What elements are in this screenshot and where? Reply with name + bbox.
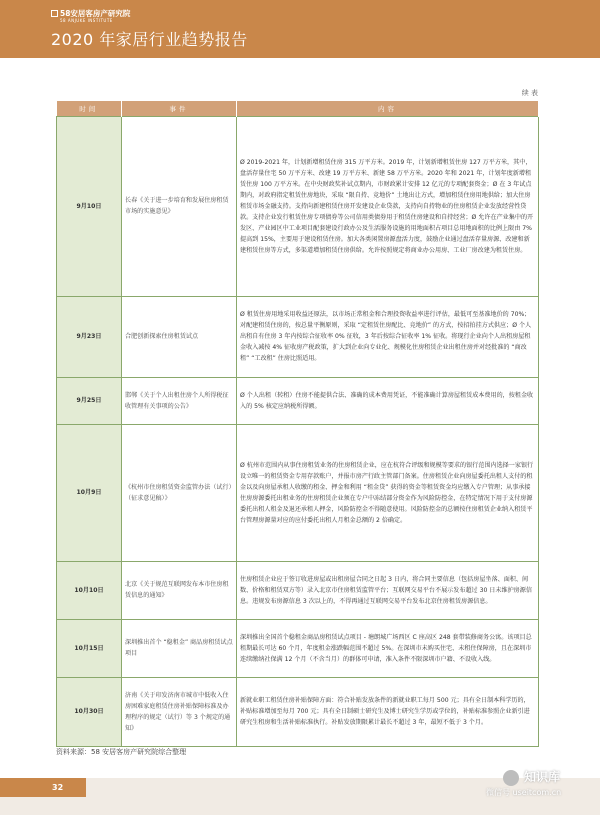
- continued-label: 续 表: [521, 89, 538, 97]
- row-content: Ø 个人出租（转租）住房不能提供合法、准确的成本费用凭证，不能准确计算房屋租赁成本费用的，按租金收入的 5% 核定应纳税所得额。: [237, 377, 539, 424]
- column-header-content: 内容: [237, 101, 539, 116]
- policy-table: [56, 101, 539, 747]
- table-row: [57, 677, 539, 746]
- row-date: 9月25日: [57, 377, 122, 424]
- brand-logo: [51, 9, 130, 24]
- row-event: 《杭州市住房租赁资金监管办法（试行）（征求意见稿）》: [122, 424, 237, 561]
- row-event: 北京《关于规范互联网发布本市住房租赁信息的通知》: [122, 561, 237, 619]
- row-content: Ø 杭州市范围内从事住房租赁业务的住房租赁企业，应在杭符合评级和规模等要求的银行范围内选择一家银行设立唯一的租赁资金专用存款账户，并报市房产行政主管部门备案。住房租赁企业向房屋委托出租人支付的租金以及向房屋承租人收缴的租金、押金和利用 “租金贷” 获得的资金等租赁资金均应缴入专户管理；从事承接住房房源委托出租业务的住房租赁企业须在专户中冻结部分资金作为风险防控金，在特定情况下用于支付房源委托出租人租金及退还承租人押金，风险防控金不得随意使用。风险防控金的总额按住房租赁企业纳入租赁平台管理房源量对应的应付委托出租人月租金总额的 2 倍确定。: [237, 424, 539, 561]
- watermark-logo-icon: [503, 770, 519, 786]
- row-date: 10月15日: [57, 619, 122, 677]
- row-content: Ø 租赁住房用地采用收益还原法，以市场正常租金和合理投资收益率进行评估，最低可至基准地价的 70%；对配建租赁住房的，按总量平衡原则，采取 “定租赁住房配比、竞地价” 的方式，按招拍挂方式供应；Ø 个人出租自有住房 3 年内按综合征收率 0% 征收，3 年后按综合征收率 1% 征收。将现行企业向个人出租房屋租金收入减按 4% 征收房产税政策，扩大到企业向专业化、规模化住房租赁企业出租住房并对经批准的 “商改租” “工改租” 住房比照适用。: [237, 296, 539, 377]
- table-row: [57, 377, 539, 424]
- row-date: 9月23日: [57, 296, 122, 377]
- header-band: [0, 0, 600, 58]
- row-content: 新就业职工租赁住房补贴保障方面：符合补贴发放条件的新就业职工每月 500 元；具有全日制本科学历的，补贴标准增加至每月 700 元；具有全日制硕士研究生及博士研究生学历或学位的，补贴标准参照企业新引进研究生租房和生活补贴标准执行。补贴发放期限累计最长不超过 3 年，最短不低于 3 个月。: [237, 677, 539, 746]
- column-header-date: 时间: [57, 101, 122, 116]
- watermark-account: 微信号 useitcom.cn: [486, 788, 562, 797]
- watermark-name: 知识库: [524, 770, 561, 784]
- page-number: 32: [0, 778, 86, 797]
- row-date: 10月30日: [57, 677, 122, 746]
- table-row: [57, 619, 539, 677]
- table-row: [57, 116, 539, 296]
- row-event: 邯郸《关于个人出租住房个人所得税征收管理有关事项的公告》: [122, 377, 237, 424]
- row-event: 合肥创新探索住房租赁试点: [122, 296, 237, 377]
- row-content: 住房租赁企业应于签订收进房屋或出租房屋合同之日起 3 日内，将合同主要信息（包括房屋坐落、面积、间数、价格和租赁双方等）录入北京市住房租赁监管平台；互联网交易平台不展示发布超过 30 日未维护房源信息。违规发布房源信息 3 次以上的，不得再通过互联网交易平台发布北京住房租赁房源信息。: [237, 561, 539, 619]
- table-row: [57, 424, 539, 561]
- row-event: 济南《关于印发济南市城市中低收入住房困难家庭租赁住房补贴保障标准及办理程序的规定（试行）等 3 个规定的通知》: [122, 677, 237, 746]
- row-date: 10月9日: [57, 424, 122, 561]
- row-content: Ø 2019-2021 年，计划新增租赁住房 315 万平方米。2019 年，计划新增租赁住房 127 万平方米，其中，盘活存量住宅 50 万平方米、改建 19 万平方米、新建 58 万平方米。2020 年和 2021 年，计划年度新增租赁住房 100 万平方米。在中央财政奖补试点期内，市财政累计安排 12 亿元的专项配套资金；Ø 在 3 年试点期内，对政府指定租赁住房地块，采取 “限自持、竞地价” 土地出让方式，增加租赁住房用地供给；加大住房租赁市场金融支持。支持向新建租赁住房开发建设企业贷款，支持向自持物业的住房租赁企业发放经营性贷款。支持企业发行租赁住房专项债券等公司信用类债券用于租赁住房建设和自持经营；Ø 允许在产业集中的开发区、产业园区中工业项目配套建设行政办公及生活服务设施的用地面积占项目总用地面积的比例上限由 7% 提高到 15%，主要用于建设租赁住房。加大各类闲置房源盘活力度，鼓励企业通过盘活存量房源、改建和新建租赁住房等方式，多渠道增加租赁住房供给。允许按照规定将商业办公用房、工业厂房改建为租赁住房。: [237, 116, 539, 296]
- table-row: [57, 561, 539, 619]
- brand-name: 58安居客房产研究院: [60, 9, 131, 18]
- report-title: 2020 年家居行业趋势报告: [51, 30, 248, 49]
- table-row: [57, 296, 539, 377]
- logo-icon: [51, 10, 58, 17]
- row-date: 10月10日: [57, 561, 122, 619]
- brand-name-en: 58 ANJUKE INSTITUTE: [60, 18, 113, 23]
- row-content: 深圳推出全国首个稳租金商品房租赁试点项目 - 塘朗城广场西区 C 座高区 248 套带装修商务公寓。该项目总租期最长可达 60 个月，年度租金涨跌幅范围不超过 5%。在深圳市未购买住宅、未租住保障房，且在深圳市连续缴纳社保满 12 个月（不含当月）的群体可申请，准入条件不限深圳市户籍、不设收入线。: [237, 619, 539, 677]
- row-event: 深圳推出首个 “稳租金” 商品房租赁试点项目: [122, 619, 237, 677]
- source-note: 资料来源：58 安居客房产研究院综合整理: [56, 748, 187, 756]
- row-date: 9月10日: [57, 116, 122, 296]
- table-header-row: [57, 101, 539, 116]
- row-event: 长春《关于进一步培育和发展住房租赁市场的实施意见》: [122, 116, 237, 296]
- column-header-event: 事件: [122, 101, 237, 116]
